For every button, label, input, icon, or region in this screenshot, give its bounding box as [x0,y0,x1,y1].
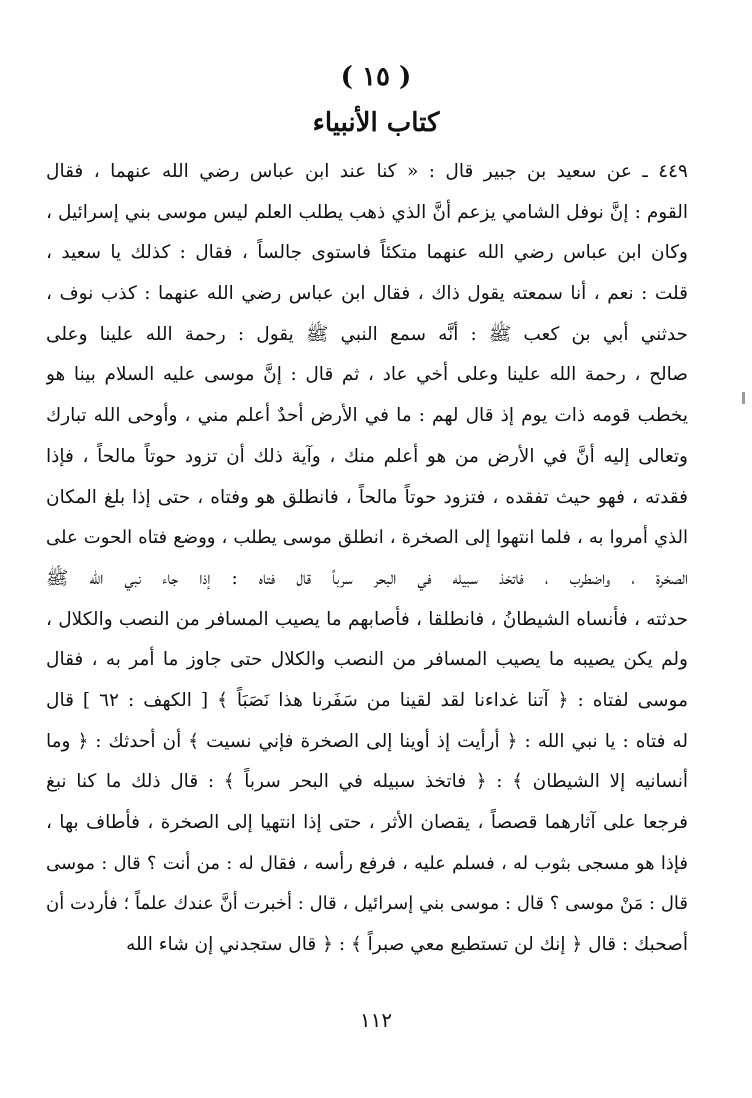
text-line: وتعالى إليه أنَّ في الأرض من هو أعلم منك ، وآية ذلك أن تزود حوتاً مالحاً ، فإذا [46,445,688,467]
text-line: القوم : إنَّ نوفل الشامي يزعم أنَّ الذي ذهب يطلب العلم ليس موسى بني إسرائيل ، [46,201,688,223]
text-line: أصحبك : قال ﴿ إنك لن تستطيع معي صبراً ﴾ : ﴿ قال ستجدني إن شاء الله [126,934,688,956]
text-line: له فتاه : يا نبي الله : ﴿ أرأيت إذ أوينا إلى الصخرة فإني نسيت ﴾ أن أحدثك : ﴿ وما [46,730,688,752]
hadith-text [46,152,688,966]
text-line: قلت : نعم ، أنا سمعته يقول ذاك ، فقال ابن عباس رضي الله عنهما : كذب نوف ، [46,283,688,305]
chapter-number: ( ١٥ ) [340,62,412,92]
book-title: كتاب الأنبياء [312,108,440,138]
text-line: الصخرة ، واضطرب ، فاتخذ سبيله في البحر سرباً قال فتاه : إذا جاء نبي الله ﷺ [46,567,688,589]
text-line: ٤٤٩ ـ عن سعيد بن جبير قال : « كنا عند ابن عباس رضي الله عنهما ، فقال [46,161,688,182]
text-line: فرجعا على آثارهما قصصاً ، يقصان الأثر ، حتى إذا انتهيا إلى الصخرة ، فأطاف بها ، [46,812,688,833]
text-line: حدثته ، فأنساه الشيطانُ ، فانطلقا ، فأصابهم ما يصيب المسافر من النصب والكلال ، [46,608,688,630]
page-number: ١١٢ [359,1008,393,1032]
text-line: حدثني أبي بن كعب ﷺ : أنَّه سمع النبي ﷺ يقول : رحمة الله علينا وعلى [46,323,688,345]
text-line: أنسانيه إلا الشيطان ﴾ : ﴿ فاتخذ سبيله في البحر سرباً ﴾ : قال ذلك ما كنا نبغ [46,771,688,793]
page-edge-mark [742,392,745,404]
text-line: قال : مَنْ موسى ؟ قال : موسى بني إسرائيل ، قال : أخبرت أنَّ عندك علماً ؛ فأردت أن [46,893,688,915]
text-line: موسى لفتاه : ﴿ آتنا غداءنا لقد لقينا من سَفَرنا هذا نَصَبَاً ﴾ [ الكهف : ٦٢ ] قال [46,689,688,711]
text-line: وكان ابن عباس رضي الله عنهما متكئاً فاستوى جالساً ، فقال : كذلك يا سعيد ، [46,242,688,264]
text-line: فإذا هو مسجى بثوب له ، فسلم عليه ، فرفع رأسه ، فقال له : من أنت ؟ قال : موسى [46,852,688,874]
text-line: ولم يكن يصيبه ما يصيب المسافر من النصب والكلال حتى جاوز ما أمر به ، فقال [46,649,688,671]
text-line: فقدته ، فهو حيث تفقده ، فتزود حوتاً مالحاً ، فانطلق هو وفتاه ، حتى إذا بلغ المكان [46,486,688,508]
text-line: صالح ، رحمة الله علينا وعلى أخي عاد ، ثم قال : إنَّ موسى عليه السلام بينا هو [46,364,688,386]
text-line: الذي أمروا به ، فلما انتهوا إلى الصخرة ، انطلق موسى يطلب ، ووضع فتاه الحوت على [46,527,688,549]
text-line: يخطب قومه ذات يوم إذ قال لهم : ما في الأرض أحدٌ أعلم مني ، وأوحى الله تبارك [46,405,688,427]
